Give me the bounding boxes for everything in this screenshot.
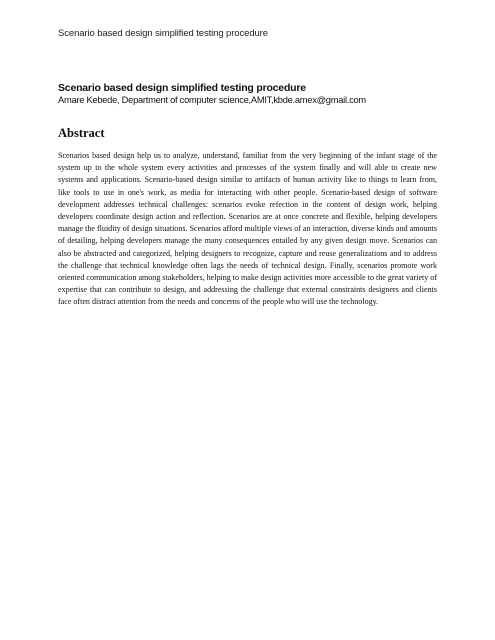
paper-title: Scenario based design simplified testing procedure	[58, 82, 306, 94]
running-header: Scenario based design simplified testing procedure	[58, 28, 268, 39]
author-affiliation: Amare Kebede, Department of computer science,AMIT,kbde.amex@gmail.com	[58, 95, 366, 105]
abstract-heading: Abstract	[58, 126, 105, 140]
abstract-body: Scenarios based design help us to analyze, understand, familiar from the very beginning of the infant stage of the system up to the whole system every activities and processes of the system finally and will able to create new systems and applications. Scenario-based design similar to artifacts of human activity like to things to learn from, like tools to use in one's work, as media for interacting with other people. Scenario-based design of software development addresses technical challenges: scenarios evoke refection in the content of design work, helping developers coordinate design action and reflection. Scenarios are at once concrete and flexible, helping developers manage the fluidity of design situations. Scenarios afford multiple views of an interaction, diverse kinds and amounts of detailing, helping developers manage the many consequences entailed by any given design move. Scenarios can also be abstracted and categorized, helping designers to recognize, capture and reuse generalizations and to address the challenge that technical knowledge often lags the needs of technical design. Finally, scenarios promote work oriented communication among stakeholders, helping to make design activities more accessible to the great variety of expertise that can contribute to design, and addressing the challenge that external constraints designers and clients face often distract attention from the needs and concerns of the people who will use the technology.	[58, 151, 437, 307]
